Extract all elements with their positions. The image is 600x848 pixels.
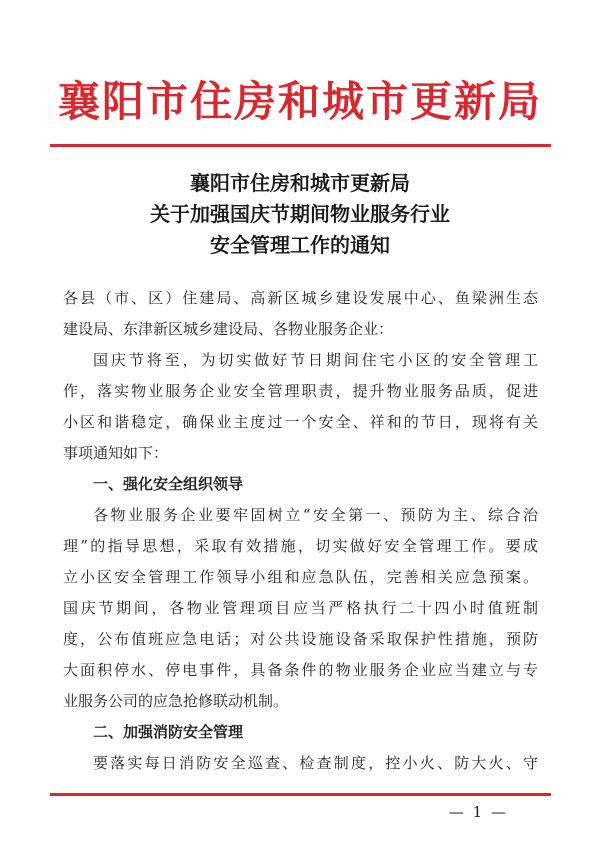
body-line: 国庆节期间，各物业管理项目应当严格执行二十四小时值班制 — [63, 599, 538, 617]
title-line: 襄阳市住房和城市更新局 — [190, 171, 410, 195]
body-line: 理”的指导思想，采取有效措施，切实做好安全管理工作。要成 — [63, 537, 538, 555]
footer-red-rule — [50, 793, 551, 796]
addressee — [63, 283, 538, 345]
document-body — [63, 283, 538, 779]
body-line: 事项通知如下： — [63, 444, 169, 462]
section-paragraph — [63, 500, 538, 717]
body-line: 立小区安全管理工作领导小组和应急队伍，完善相关应急预案。 — [63, 568, 538, 586]
section-heading: 二、加强消防安全管理 — [93, 723, 244, 741]
body-line: 小区和谐稳定，确保业主度过一个安全、祥和的节日，现将有关 — [63, 413, 538, 431]
title-line: 关于加强国庆节期间物业服务行业 — [150, 202, 450, 226]
body-line: 业服务公司的应急抢修联动机制。 — [63, 692, 289, 710]
page-number: — 1 — — [448, 803, 508, 821]
body-line: 作，落实物业服务企业安全管理职责，提升物业服务品质，促进 — [63, 382, 538, 400]
body-line: 各物业服务企业要牢固树立“安全第一、预防为主、综合治 — [93, 506, 538, 524]
letterhead-title: 襄阳市住房和城市更新局 — [57, 77, 542, 126]
section-heading: 一、强化安全组织领导 — [93, 475, 244, 493]
letterhead-red-rule — [50, 144, 551, 147]
section-paragraph — [63, 748, 538, 779]
body-line: 大面积停水、停电事件，具备条件的物业服务企业应当建立与专 — [63, 661, 538, 679]
body-line: 国庆节将至，为切实做好节日期间住宅小区的安全管理工 — [93, 351, 538, 369]
body-line: 建设局、东津新区城乡建设局、各物业服务企业： — [63, 320, 394, 338]
title-line: 安全管理工作的通知 — [210, 233, 390, 257]
body-line: 要落实每日消防安全巡查、检查制度，控小火、防大火、守 — [93, 754, 538, 772]
body-line: 各县（市、区）住建局、高新区城乡建设发展中心、鱼梁洲生态 — [63, 289, 538, 307]
document-title — [0, 168, 600, 261]
intro-paragraph — [63, 345, 538, 469]
body-line: 度，公布值班应急电话；对公共设施设备采取保护性措施，预防 — [63, 630, 538, 648]
